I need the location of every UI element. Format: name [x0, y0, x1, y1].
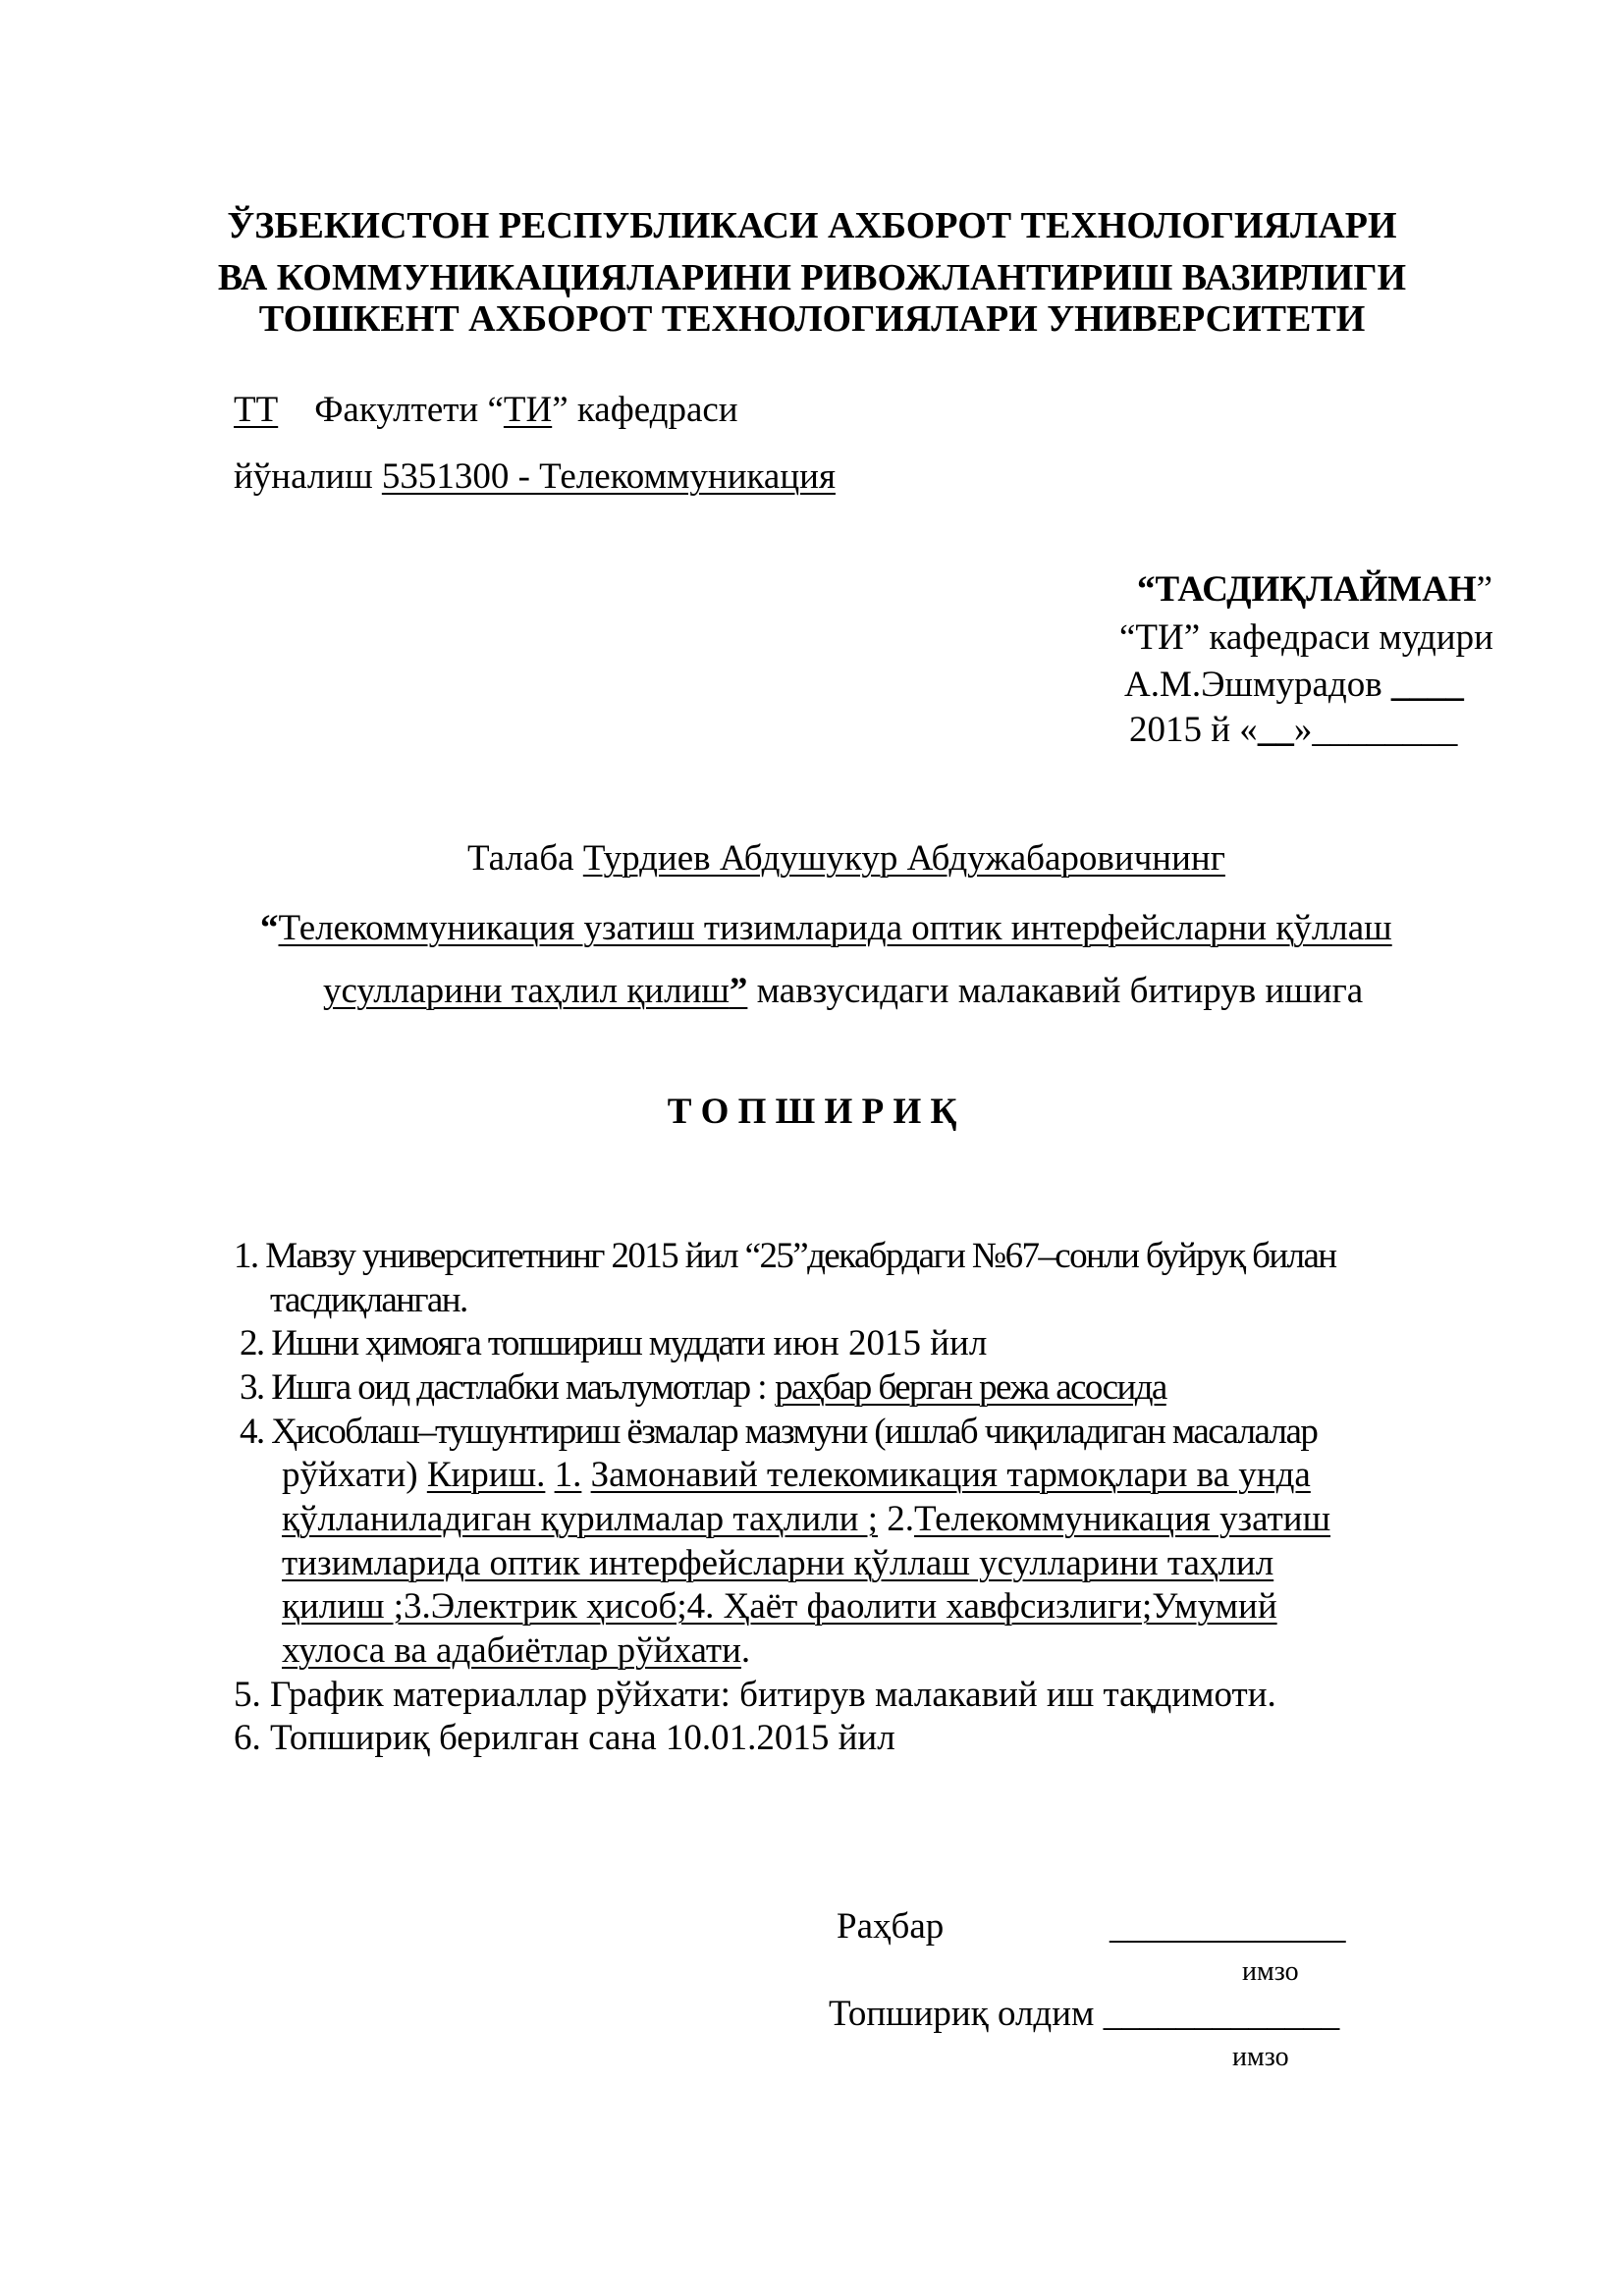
approval-open-quote: “	[1137, 569, 1156, 610]
direction-label: йўналиш	[234, 456, 373, 497]
item-3-value: раҳбар берган режа асосида	[775, 1367, 1166, 1408]
approval-position: “ТИ” кафедраси мудири	[1119, 617, 1493, 658]
item-4-line-5: қилиш ;3.Электрик ҳисоб;4. Ҳаёт фаолити хавфсизлиги;Умумий	[282, 1586, 1277, 1627]
approval-title-text: ТАСДИҚЛАЙМАН	[1155, 569, 1477, 610]
item-4-intro: Кириш.	[426, 1455, 546, 1495]
item-4-line-6	[282, 1629, 750, 1674]
item-4-num-2: 2.	[877, 1499, 914, 1539]
topic-close-quote: ”	[729, 971, 748, 1011]
item-4-num-1: 1.	[554, 1455, 582, 1495]
item-4-line-1: 4. Ҳисоблаш–тушунтириш ёзмалар мазмуни (ишлаб чиқиладиган масалалар	[240, 1412, 1318, 1452]
sign-caption-1: имзо	[1242, 1956, 1299, 1987]
item-4-line-3	[282, 1497, 1330, 1542]
direction-value: 5351300 - Телекоммуникация	[381, 456, 836, 497]
item-3	[240, 1365, 1166, 1411]
item-1-line-2: тасдиқланган.	[270, 1280, 467, 1320]
topic-line-1	[260, 906, 1392, 951]
faculty-word: Факултети “	[314, 390, 504, 430]
faculty-code: ТТ	[234, 390, 279, 430]
item-6: 6. Топшириқ берилган сана 10.01.2015 йил	[234, 1718, 895, 1758]
faculty-line	[234, 388, 738, 433]
header-line-1: ЎЗБЕКИСТОН РЕСПУБЛИКАСИ АХБОРОТ ТЕХНОЛОГИЯЛАРИ	[227, 205, 1397, 246]
approval-date-suffix: »________	[1293, 710, 1458, 750]
item-4-conclusion: хулоса ва адабиётлар рўйхати	[282, 1630, 741, 1671]
approval-date-prefix: 2015 й «	[1129, 710, 1258, 750]
item-4-line-2	[282, 1453, 1311, 1498]
item-4-end: .	[740, 1630, 751, 1671]
student-label: Талаба	[467, 838, 574, 879]
approval-name-line	[1124, 663, 1464, 708]
sign-caption-2: имзо	[1232, 2042, 1289, 2072]
received-sign-line: _____________	[1103, 1994, 1340, 2034]
department-code: ТИ	[503, 390, 553, 430]
approval-day-blank: __	[1257, 710, 1294, 750]
task-title: Т О П Ш И Р И Қ	[667, 1092, 957, 1132]
item-3-label: 3. Ишга оид дастлабки маълумотлар :	[240, 1367, 766, 1408]
topic-text-2: усулларини таҳлил қилиш	[323, 971, 730, 1011]
department-word: ” кафедраси	[552, 390, 738, 430]
topic-open-quote: “	[260, 908, 279, 948]
item-4-chapter-2a: Телекоммуникация узатиш	[913, 1499, 1331, 1539]
item-4-list-prefix: рўйхати)	[282, 1455, 418, 1495]
direction-line	[234, 454, 836, 500]
approval-date-line	[1129, 708, 1457, 753]
topic-tail: мавзусидаги малакавий битирув ишига	[756, 971, 1364, 1011]
item-2-label: 2. Ишни ҳимояга топшириш муддати	[240, 1323, 765, 1363]
item-2-value: июн 2015 йил	[773, 1323, 988, 1363]
topic-text-1: Телекоммуникация узатиш тизимларида оптик интерфейсларни қўллаш	[278, 908, 1392, 948]
item-4-line-4: тизимларида оптик интерфейсларни қўллаш усулларини таҳлил	[282, 1543, 1274, 1583]
approval-sign-blank: ____	[1390, 665, 1464, 705]
header-line-2: ВА КОММУНИКАЦИЯЛАРИНИ РИВОЖЛАНТИРИШ ВАЗИРЛИГИ	[217, 257, 1407, 298]
received-line	[829, 1992, 1339, 2037]
approval-title	[1137, 567, 1492, 613]
topic-line-2	[323, 969, 1363, 1014]
approval-close-quote: ”	[1476, 569, 1493, 610]
student-name: Турдиев Абдушукур Абдужабаровичнинг	[582, 838, 1225, 879]
student-line	[467, 836, 1225, 881]
item-2	[240, 1321, 987, 1366]
item-5: 5. График материаллар рўйхати: битирув малакавий иш тақдимоти.	[234, 1675, 1276, 1715]
supervisor-sign-line: _____________	[1110, 1906, 1346, 1947]
item-4-chapter-1a: Замонавий телекомикация тармоқлари ва унда	[590, 1455, 1311, 1495]
item-4-chapter-1b: қўлланиладиган қурилмалар таҳлили ;	[282, 1499, 878, 1539]
item-1-line-1: 1. Мавзу университетнинг 2015 йил “25”декабрдаги №67–сонли буйруқ билан	[234, 1236, 1336, 1276]
approval-name: А.М.Эшмурадов	[1124, 665, 1382, 705]
header-line-3: ТОШКЕНТ АХБОРОТ ТЕХНОЛОГИЯЛАРИ УНИВЕРСИТЕТИ	[258, 298, 1366, 340]
received-label: Топшириқ олдим	[829, 1994, 1095, 2034]
supervisor-label: Раҳбар	[837, 1906, 945, 1947]
